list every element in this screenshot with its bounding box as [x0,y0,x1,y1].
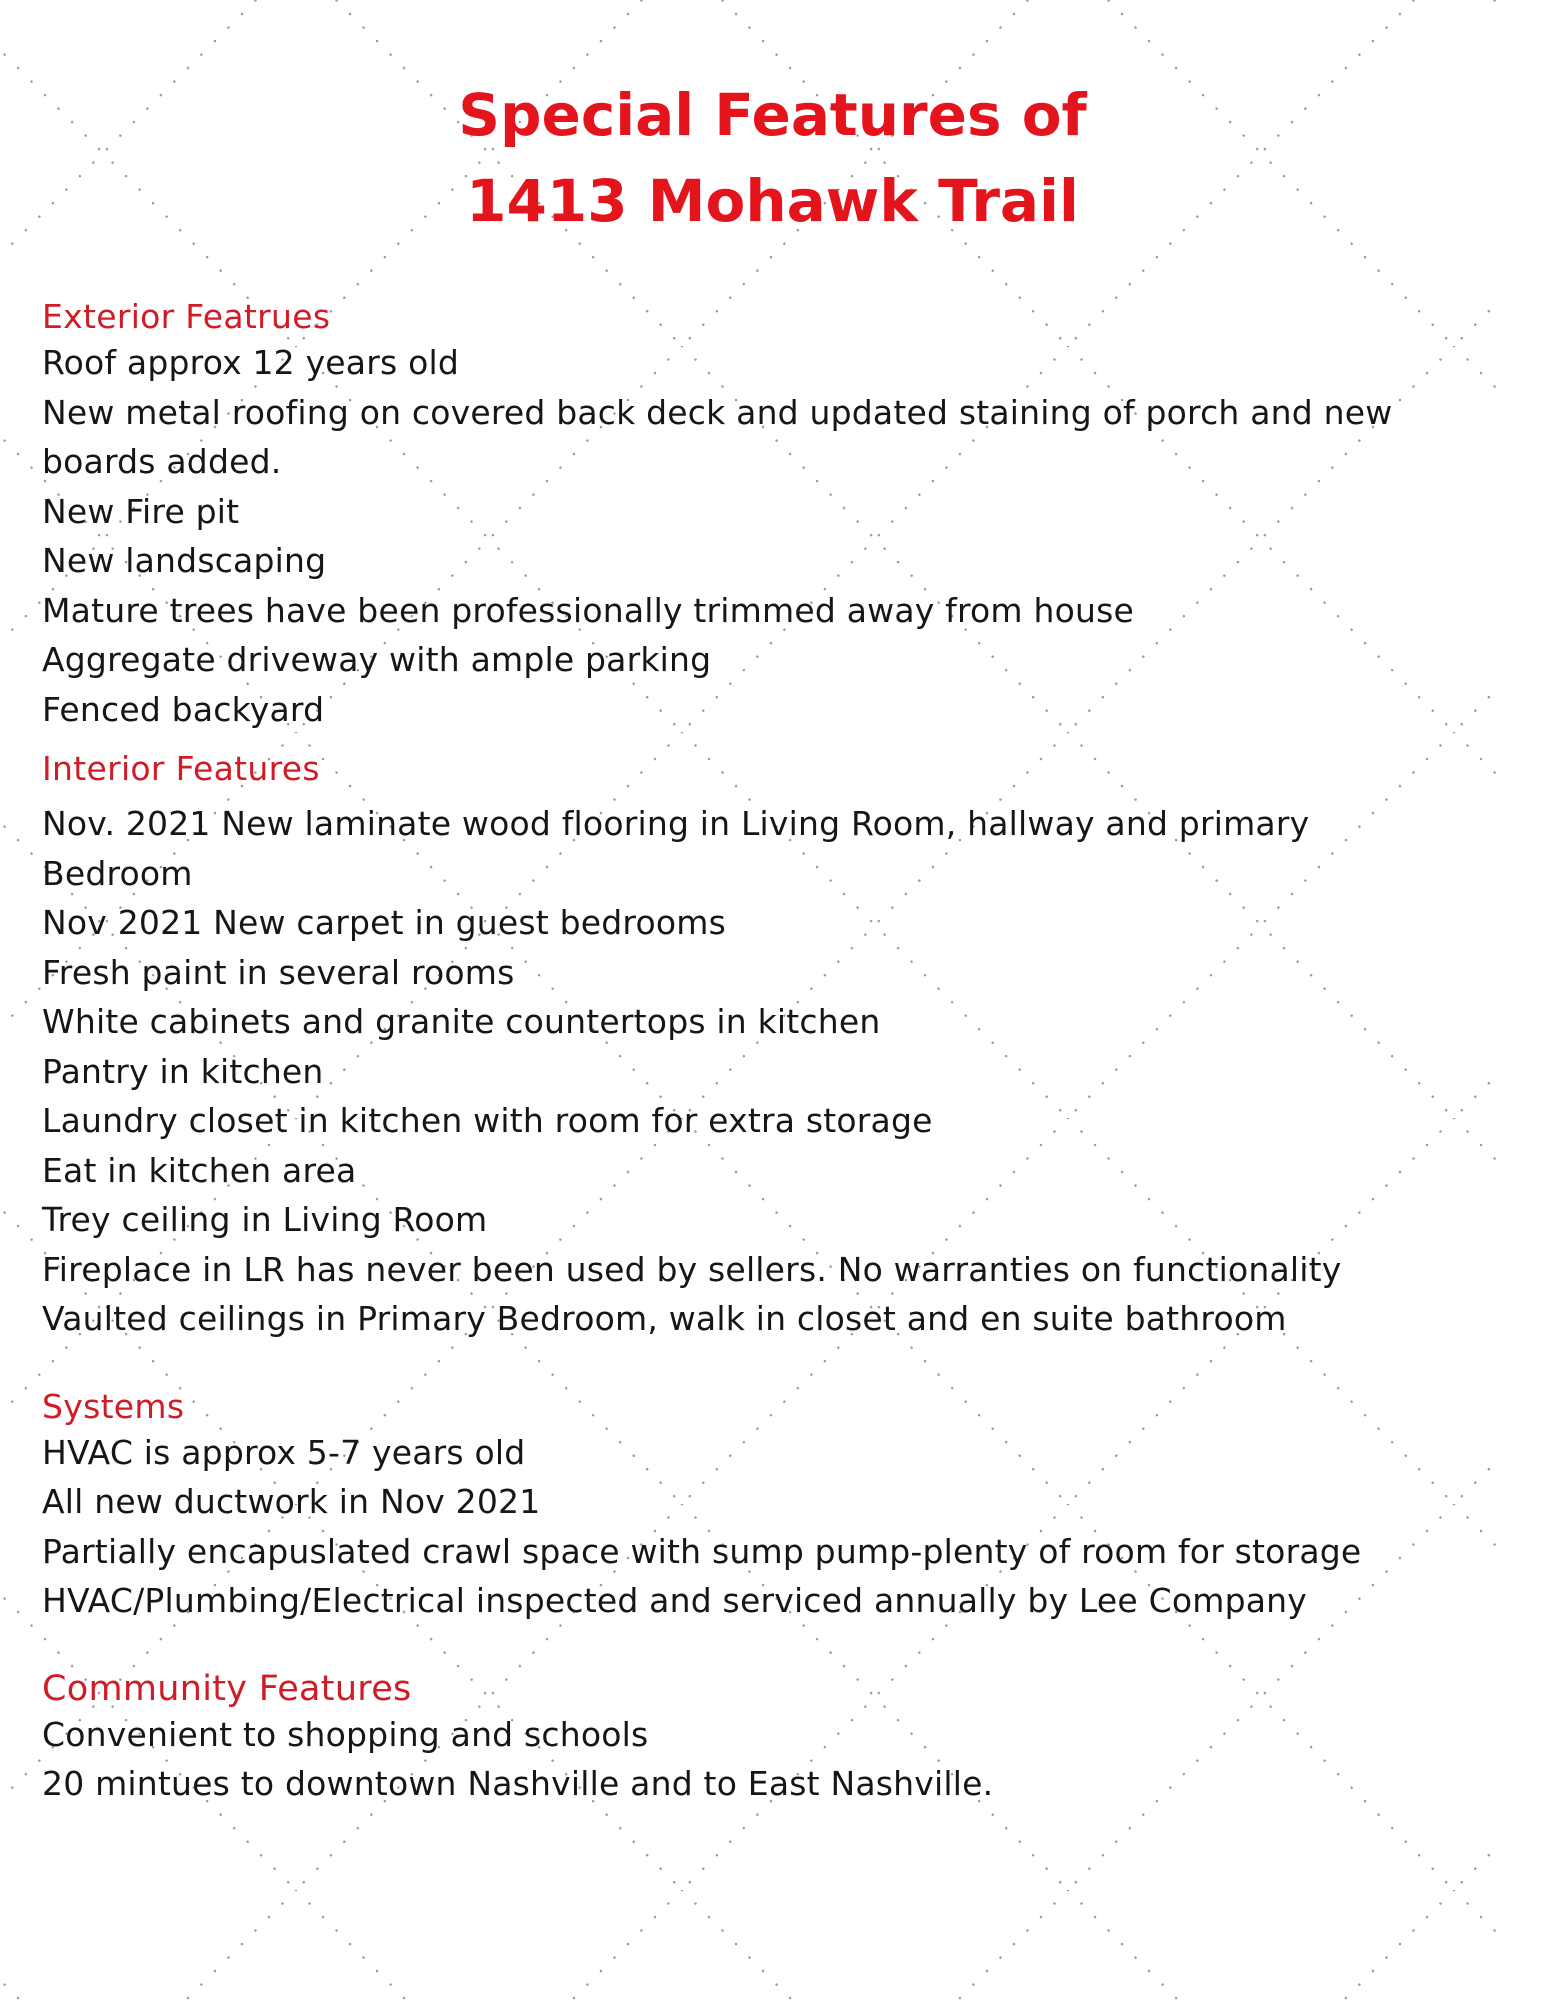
list-item: Vaulted ceilings in Primary Bedroom, walk in closet and en suite bathroom [42,1299,1287,1338]
interior-features-section [42,748,1522,1344]
list-item: Fresh paint in several rooms [42,952,515,992]
interior-features-list [42,799,1522,1344]
list-item: Fireplace in LR has never been used by sellers. No warranties on functionality [42,1249,1342,1289]
list-item: Pantry in kitchen [42,1051,324,1091]
list-item: Convenient to shopping and schools [42,1714,649,1754]
list-item: Nov. 2021 New laminate wood flooring in Living Room, hallway and primary [42,804,1310,843]
list-item: White cabinets and granite countertops in kitchen [42,1002,881,1041]
list-item: boards added. [42,442,282,481]
page-title [0,72,1545,244]
list-item: Partially encapuslated crawl space with sump pump-plenty of room for storage [42,1531,1362,1571]
list-item: Aggregate driveway with ample parking [42,640,712,679]
list-item: Nov 2021 New carpet in guest bedrooms [42,903,726,942]
list-item: Roof approx 12 years old [42,343,459,382]
list-item: Bedroom [42,853,193,893]
list-item: New landscaping [42,541,327,580]
list-item: HVAC/Plumbing/Electrical inspected and serviced annually by Lee Company [42,1581,1307,1620]
features-content [42,296,1522,1809]
list-item: Mature trees have been professionally trimmed away from house [42,590,1134,630]
exterior-features-section [42,296,1522,734]
list-item: 20 mintues to downtown Nashville and to East Nashville. [42,1764,994,1803]
community-features-list [42,1710,1522,1809]
systems-section [42,1386,1522,1626]
list-item: All new ductwork in Nov 2021 [42,1482,541,1521]
exterior-features-heading: Exterior Featrues [42,297,331,336]
systems-list [42,1428,1522,1626]
list-item: Fenced backyard [42,689,325,729]
title-line-2: 1413 Mohawk Trail [466,167,1079,235]
title-line-1: Special Features of [458,81,1087,149]
list-item: New metal roofing on covered back deck and updated staining of porch and new [42,392,1393,432]
interior-features-heading: Interior Features [42,749,320,788]
community-features-section [42,1668,1522,1809]
community-features-heading: Community Features [42,1668,412,1709]
list-item: New Fire pit [42,491,240,531]
systems-heading: Systems [42,1386,185,1426]
list-item: HVAC is approx 5-7 years old [42,1432,526,1472]
list-item: Trey ceiling in Living Room [42,1200,488,1239]
list-item: Laundry closet in kitchen with room for extra storage [42,1101,933,1140]
list-item: Eat in kitchen area [42,1150,357,1190]
exterior-features-list [42,338,1522,734]
